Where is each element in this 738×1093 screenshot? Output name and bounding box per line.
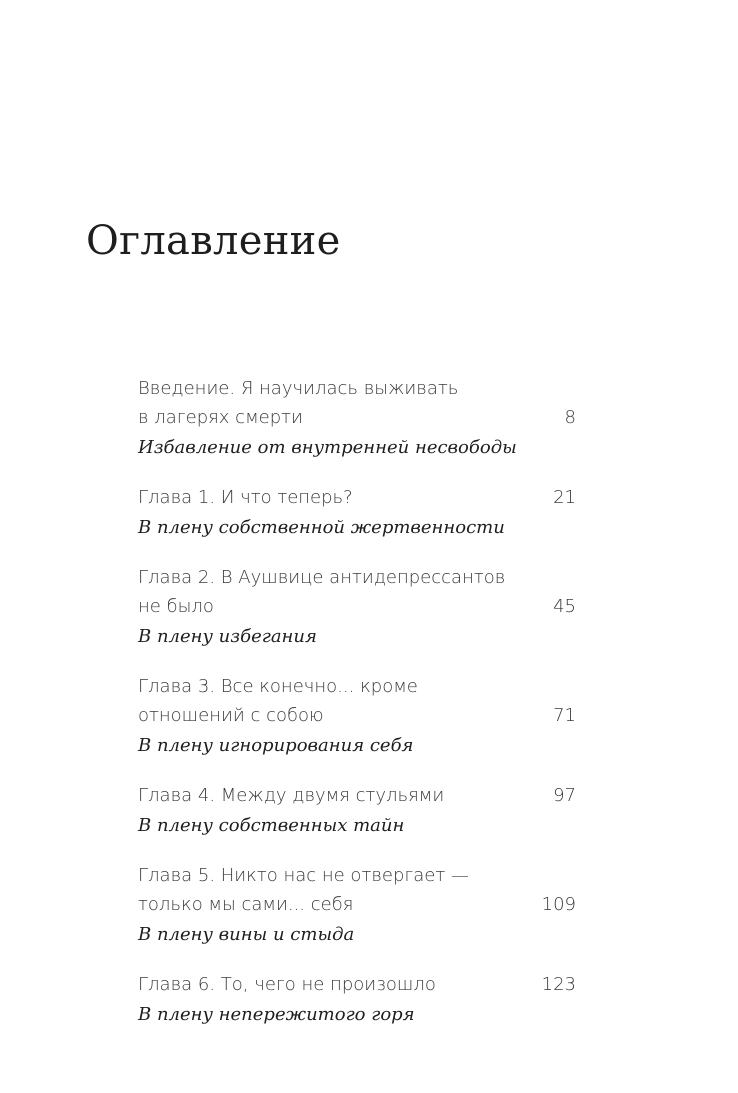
- toc-entry-line: [138, 403, 576, 432]
- toc-page-number: 45: [553, 596, 576, 617]
- toc-entry-line: [138, 890, 576, 919]
- toc-entry-chapter-6[interactable]: [138, 970, 576, 1030]
- toc-entry-chapter-5[interactable]: [138, 861, 576, 950]
- toc-entry-line: [138, 701, 576, 730]
- toc-entry-subtitle: В плену непережитого горя: [138, 1004, 415, 1025]
- toc-entry-title: Введение. Я научилась выживать: [138, 378, 459, 399]
- toc-entry-line: [138, 781, 576, 810]
- toc-entry-title: только мы сами... себя: [138, 894, 354, 915]
- toc-entry-chapter-2[interactable]: [138, 563, 576, 652]
- toc-entry-title: Глава 2. В Аушвице антидепрессантов: [138, 567, 506, 588]
- toc-entry-subtitle: В плену игнорирования себя: [138, 735, 414, 756]
- toc-entry-subtitle: В плену собственной жертвенности: [138, 517, 505, 538]
- toc-entry-line: [138, 563, 576, 592]
- toc-entry-line: [138, 592, 576, 621]
- toc-page-number: 71: [553, 705, 576, 726]
- toc-entry-title: Глава 1. И что теперь?: [138, 487, 353, 508]
- toc-entry-introduction[interactable]: [138, 374, 576, 463]
- toc-entry-title: в лагерях смерти: [138, 407, 303, 428]
- toc-page-number: 109: [541, 894, 576, 915]
- toc-entry-title: Глава 6. То, чего не произошло: [138, 974, 436, 995]
- toc-entry-line: [138, 483, 576, 512]
- toc-entry-chapter-1[interactable]: [138, 483, 576, 543]
- toc-entry-chapter-4[interactable]: [138, 781, 576, 841]
- toc-page-number: 21: [553, 487, 576, 508]
- toc-entry-subtitle: Избавление от внутренней несвободы: [138, 437, 517, 458]
- table-of-contents: [138, 374, 576, 1050]
- toc-page-number: 97: [553, 785, 576, 806]
- toc-entry-line: [138, 374, 576, 403]
- toc-page-number: 123: [541, 974, 576, 995]
- page-title: Оглавление: [86, 218, 341, 264]
- toc-entry-title: не было: [138, 596, 214, 617]
- toc-page-number: 8: [564, 407, 576, 428]
- toc-entry-line: [138, 672, 576, 701]
- toc-entry-title: Глава 5. Никто нас не отвергает —: [138, 865, 469, 886]
- toc-entry-line: [138, 861, 576, 890]
- toc-entry-title: Глава 4. Между двумя стульями: [138, 785, 445, 806]
- toc-entry-subtitle: В плену вины и стыда: [138, 924, 355, 945]
- toc-entry-title: Глава 3. Все конечно... кроме: [138, 676, 418, 697]
- toc-entry-chapter-3[interactable]: [138, 672, 576, 761]
- toc-entry-title: отношений с собою: [138, 705, 324, 726]
- toc-entry-subtitle: В плену собственных тайн: [138, 815, 405, 836]
- toc-entry-line: [138, 970, 576, 999]
- toc-entry-subtitle: В плену избегания: [138, 626, 317, 647]
